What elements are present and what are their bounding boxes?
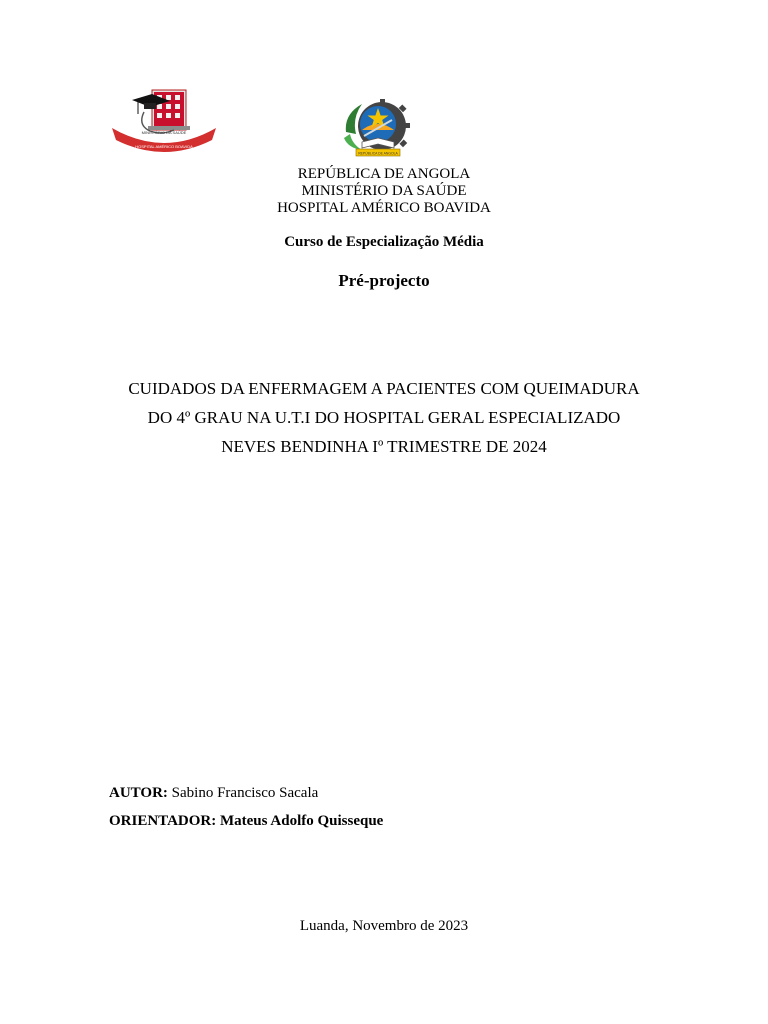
advisor-row [109, 807, 383, 835]
authorship-block [109, 779, 383, 835]
advisor-name: Mateus Adolfo Quisseque [219, 813, 384, 829]
svg-text:MINISTÉRIO DA SAÚDE: MINISTÉRIO DA SAÚDE [141, 130, 187, 135]
title-line-1: CUIDADOS DA ENFERMAGEM A PACIENTES COM QUEIMADURA [128, 379, 640, 398]
author-label: AUTOR: [109, 785, 168, 801]
svg-text:HOSPITAL AMÉRICO BOAVIDA: HOSPITAL AMÉRICO BOAVIDA [135, 144, 193, 149]
place-and-date: Luanda, Novembro de 2023 [299, 918, 469, 934]
country-name: REPÚBLICA DE ANGOLA [297, 166, 471, 182]
hospital-name: HOSPITAL AMÉRICO BOAVIDA [277, 200, 491, 216]
ministry-name: MINISTÉRIO DA SAÚDE [301, 183, 467, 199]
svg-text:REPÚBLICA DE ANGOLA: REPÚBLICA DE ANGOLA [358, 151, 398, 156]
advisor-label: ORIENTADOR: [109, 813, 217, 829]
hospital-logo-icon [108, 84, 220, 158]
author-name: Sabino Francisco Sacala [171, 785, 319, 801]
course-name: Curso de Especialização Média [284, 234, 484, 250]
institution-header [0, 166, 768, 217]
document-type: Pré-projecto [338, 271, 430, 290]
title-line-3: NEVES BENDINHA Iº TRIMESTRE DE 2024 [221, 437, 547, 456]
title-line-2: DO 4º GRAU NA U.T.I DO HOSPITAL GERAL ESPECIALIZADO [147, 408, 621, 427]
author-row [109, 779, 383, 807]
project-title [0, 374, 768, 461]
angola-emblem-icon [338, 98, 418, 158]
